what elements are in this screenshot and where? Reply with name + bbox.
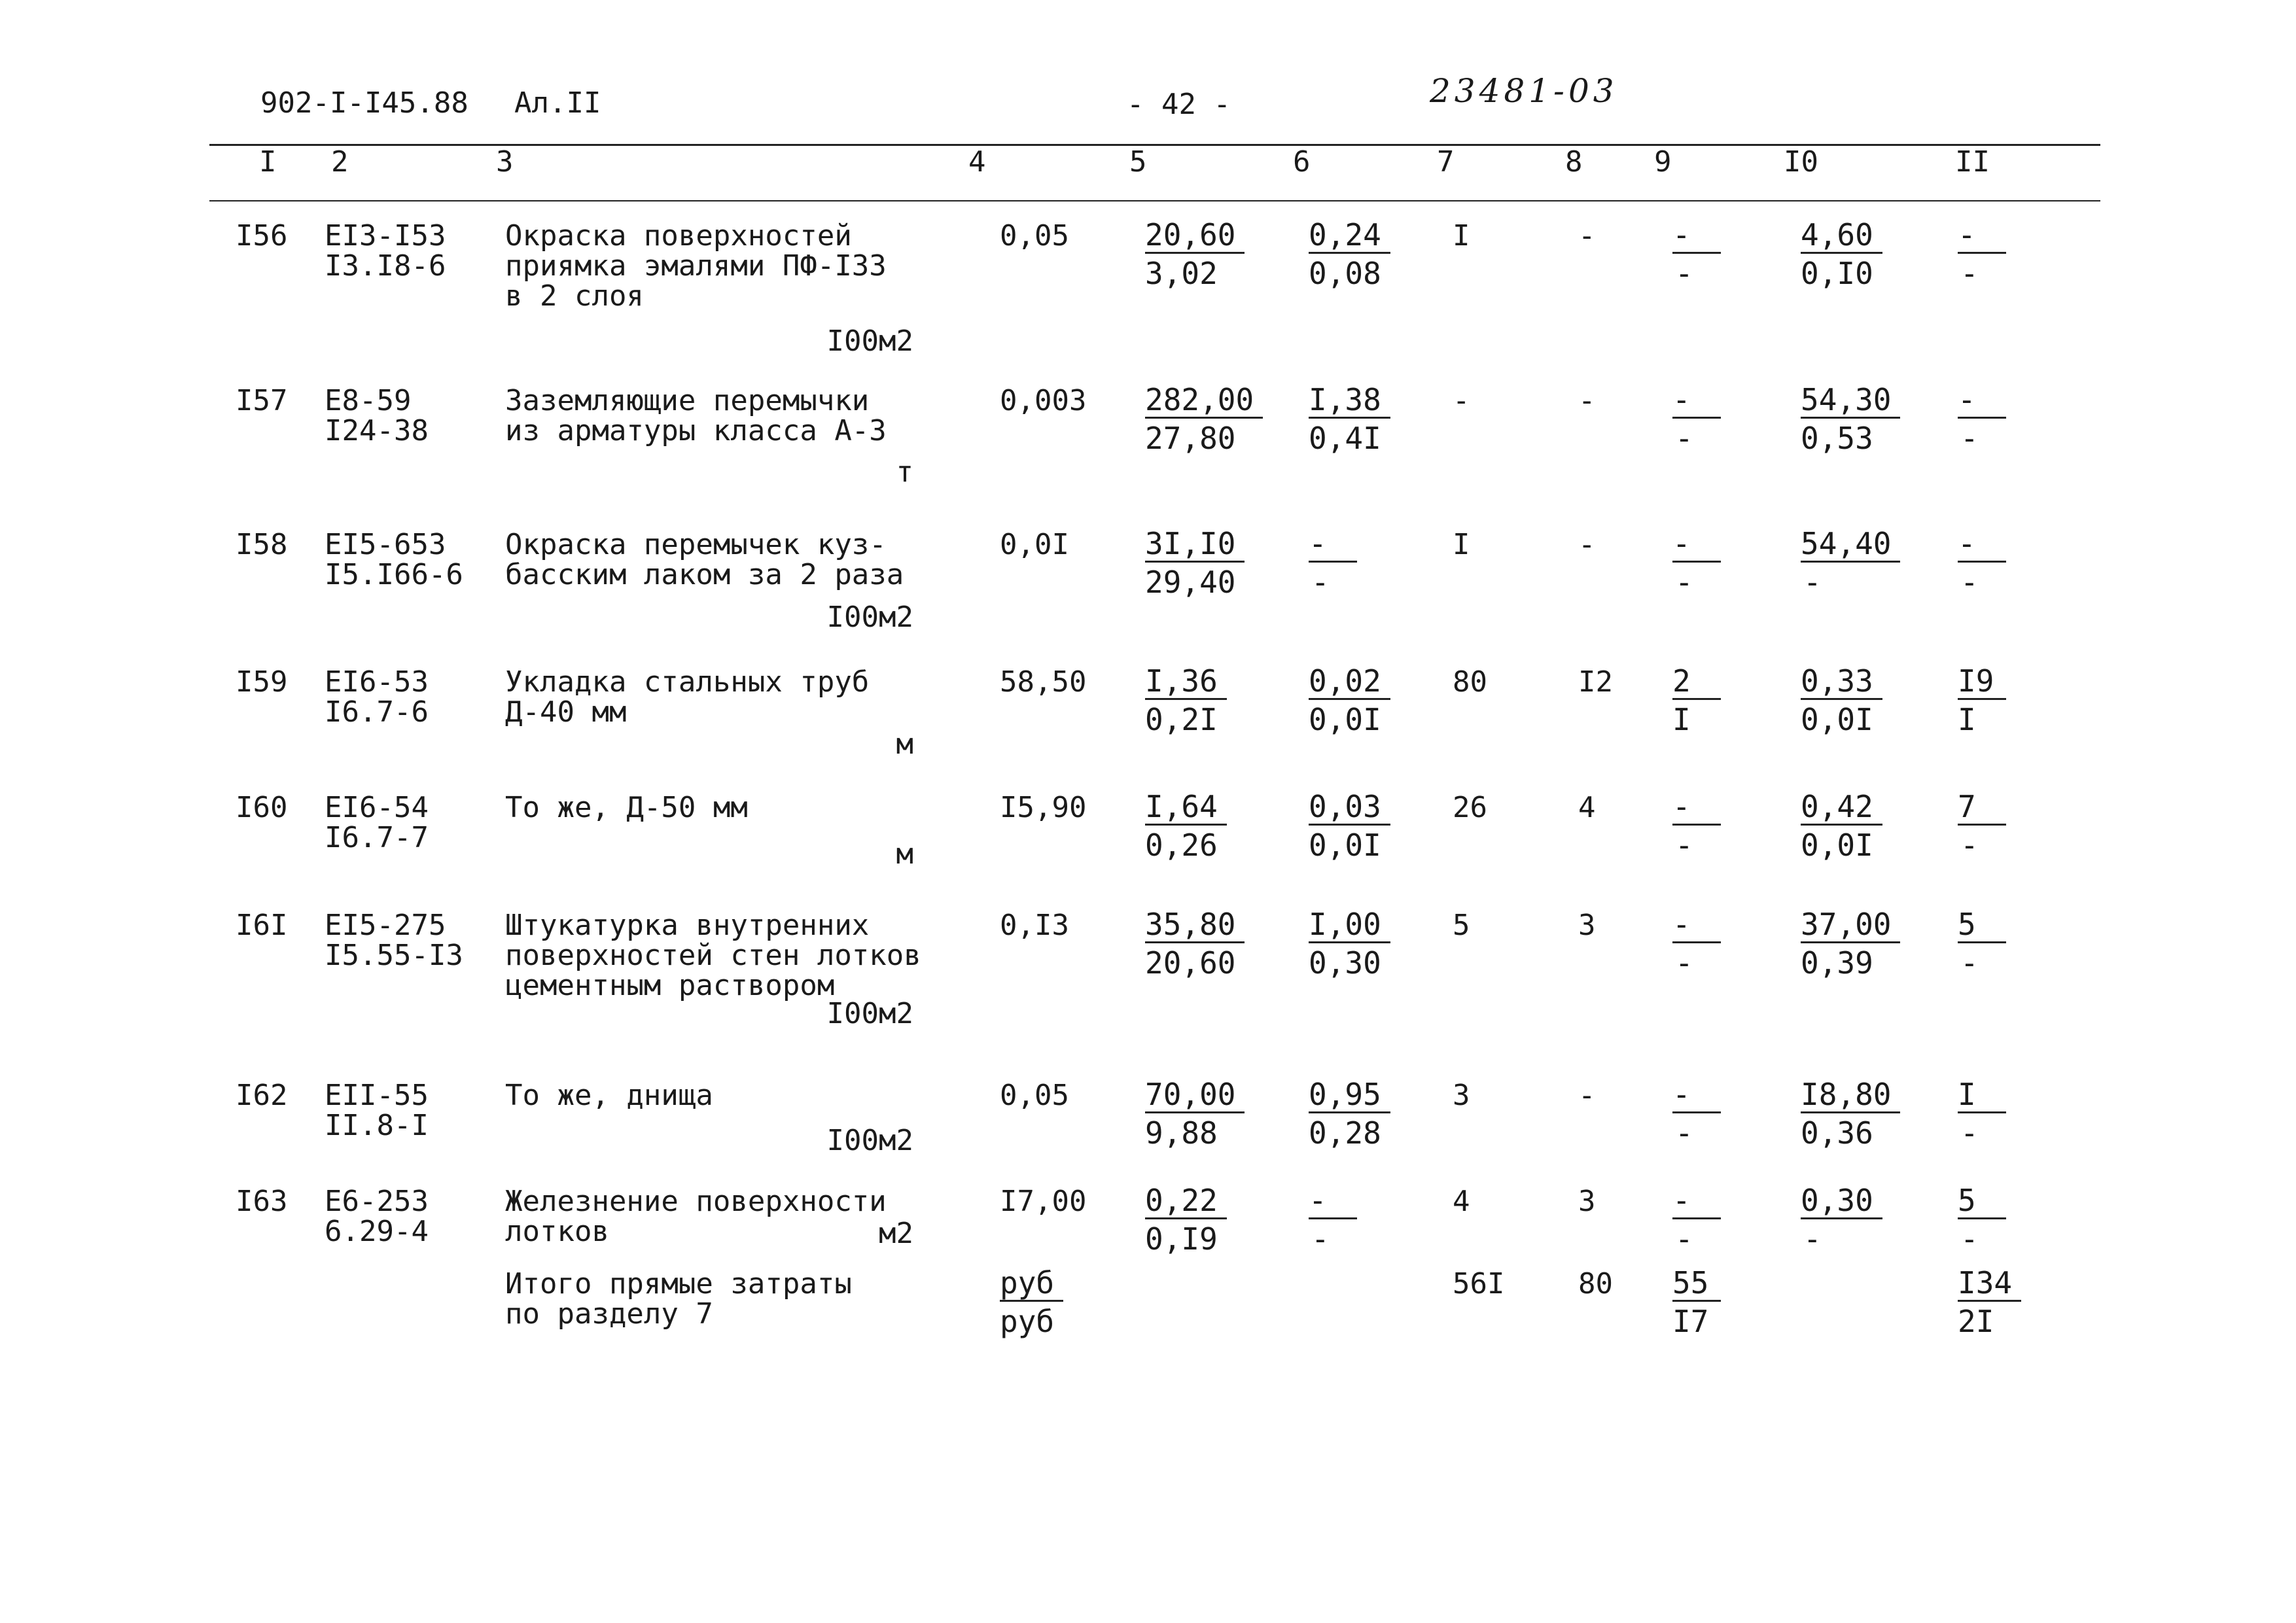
column-11-denominator: - <box>1960 1221 1979 1257</box>
column-9-denominator: - <box>1675 1115 1693 1151</box>
column-11-numerator: 7 <box>1958 790 2006 826</box>
work-description-line: приямка эмалями ПФ-I33 <box>505 249 887 283</box>
unit-of-measure: м <box>896 837 913 871</box>
unit-cost-denominator: 20,60 <box>1145 945 1236 981</box>
column-11-denominator: - <box>1960 565 1979 600</box>
quantity: I7,00 <box>1000 1185 1087 1218</box>
column-9-numerator: - <box>1672 383 1721 419</box>
total-column-8: 80 <box>1578 1267 1613 1300</box>
machine-cost-numerator: I,38 <box>1309 383 1390 419</box>
work-description-line: Окраска поверхностей <box>505 219 852 253</box>
quantity: 0,I3 <box>1000 909 1069 942</box>
machine-cost-denominator: 0,28 <box>1309 1115 1381 1151</box>
column-11-denominator: I <box>1958 702 1976 737</box>
column-number: 4 <box>968 145 986 179</box>
column-11-value <box>1958 526 2006 600</box>
column-8-value: - <box>1578 528 1596 561</box>
column-11-value <box>1958 663 2006 737</box>
column-10-value <box>1801 1183 1882 1257</box>
column-10-numerator: 0,33 <box>1801 664 1882 700</box>
rate-code: E6-253 <box>325 1185 429 1218</box>
column-9-denominator: - <box>1675 565 1693 600</box>
row-number: I56 <box>236 219 288 253</box>
column-11-value <box>1958 1077 2006 1151</box>
unit-cost-denominator: 0,2I <box>1145 702 1218 737</box>
column-11-value <box>1958 382 2006 456</box>
column-10-value <box>1801 1077 1900 1151</box>
column-number: 6 <box>1293 145 1311 179</box>
column-10-denominator: - <box>1803 1221 1822 1257</box>
column-9-numerator: - <box>1672 790 1721 826</box>
machine-cost-value <box>1309 789 1390 863</box>
column-10-denominator: 0,53 <box>1801 421 1873 456</box>
column-8-value: I2 <box>1578 665 1613 699</box>
handwritten-inventory-number: 23481-03 <box>1430 72 1618 110</box>
total-description-line: по разделу 7 <box>505 1297 713 1331</box>
machine-cost-numerator: I,00 <box>1309 907 1390 943</box>
machine-cost-value <box>1309 382 1390 456</box>
column-8-value: 3 <box>1578 1185 1596 1218</box>
column-9-value <box>1672 907 1721 981</box>
machine-cost-denominator: 0,0I <box>1309 702 1381 737</box>
table-header-rule <box>209 200 2100 201</box>
unit-cost-value <box>1145 663 1227 737</box>
unit-of-measure: I00м2 <box>826 324 913 358</box>
total-column-7: 56I <box>1453 1267 1505 1300</box>
column-10-numerator: 54,40 <box>1801 527 1900 563</box>
column-11-denominator: - <box>1960 945 1979 981</box>
work-description-line: в 2 слоя <box>505 279 644 313</box>
column-number: 5 <box>1129 145 1147 179</box>
quantity: I5,90 <box>1000 791 1087 824</box>
column-11-denominator: - <box>1960 828 1979 863</box>
work-description-line: То же, днища <box>505 1079 713 1112</box>
machine-cost-denominator: - <box>1311 565 1330 600</box>
column-10-value <box>1801 789 1882 863</box>
column-number: I0 <box>1784 145 1818 179</box>
column-9-value <box>1672 789 1721 863</box>
column-10-numerator: 37,00 <box>1801 907 1900 943</box>
column-9-value <box>1672 1183 1721 1257</box>
machine-cost-numerator: - <box>1309 527 1357 563</box>
column-7-value: - <box>1453 384 1470 417</box>
machine-cost-numerator: 0,95 <box>1309 1077 1390 1113</box>
currency-numerator: руб <box>1000 1266 1063 1302</box>
column-9-value <box>1672 663 1721 737</box>
column-9-denominator: I <box>1672 702 1691 737</box>
unit-cost-value <box>1145 217 1245 291</box>
column-11-value <box>1958 789 2006 863</box>
unit-cost-numerator: 0,22 <box>1145 1183 1227 1219</box>
column-11-value <box>1958 217 2006 291</box>
machine-cost-numerator: - <box>1309 1183 1357 1219</box>
column-10-numerator: 4,60 <box>1801 218 1882 254</box>
rate-subcode: 6.29-4 <box>325 1215 429 1248</box>
work-description-line: поверхностей стен лотков <box>505 939 921 972</box>
currency-denominator: руб <box>1000 1304 1055 1339</box>
column-7-value: I <box>1453 528 1470 561</box>
unit-cost-denominator: 9,88 <box>1145 1115 1218 1151</box>
machine-cost-denominator: 0,30 <box>1309 945 1381 981</box>
unit-cost-denominator: 27,80 <box>1145 421 1236 456</box>
machine-cost-value <box>1309 526 1357 600</box>
column-10-denominator: 0,I0 <box>1801 256 1873 291</box>
column-9-value <box>1672 217 1721 291</box>
column-10-value <box>1801 526 1900 600</box>
column-10-value <box>1801 907 1900 981</box>
page-number: - 42 - <box>1127 88 1231 121</box>
unit-cost-numerator: 282,00 <box>1145 383 1263 419</box>
quantity: 58,50 <box>1000 665 1087 699</box>
column-9-numerator: - <box>1672 1077 1721 1113</box>
rate-subcode: II.8-I <box>325 1109 429 1142</box>
unit-cost-denominator: 29,40 <box>1145 565 1236 600</box>
machine-cost-value <box>1309 1077 1390 1151</box>
quantity: 0,05 <box>1000 219 1069 253</box>
machine-cost-denominator: 0,0I <box>1309 828 1381 863</box>
total-column-9-value <box>1672 1265 1721 1339</box>
column-11-denominator: - <box>1960 256 1979 291</box>
machine-cost-denominator: - <box>1311 1221 1330 1257</box>
column-8-value: 4 <box>1578 791 1596 824</box>
column-9-value <box>1672 526 1721 600</box>
work-description-line: Штукатурка внутренних <box>505 909 870 942</box>
rate-subcode: I6.7-7 <box>325 821 429 854</box>
quantity: 0,05 <box>1000 1079 1069 1112</box>
rate-code: EII-55 <box>325 1079 429 1112</box>
rate-code: EI6-53 <box>325 665 429 699</box>
column-9-value <box>1672 1077 1721 1151</box>
column-9-numerator: 2 <box>1672 664 1721 700</box>
column-11-denominator: - <box>1960 421 1979 456</box>
column-7-value: 26 <box>1453 791 1487 824</box>
unit-of-measure: I00м2 <box>826 1124 913 1157</box>
column-7-value: I <box>1453 219 1470 253</box>
unit-cost-value <box>1145 526 1245 600</box>
column-8-value: - <box>1578 1079 1596 1112</box>
row-number: I57 <box>236 384 288 417</box>
rate-code: EI6-54 <box>325 791 429 824</box>
column-10-value <box>1801 663 1882 737</box>
column-11-denominator: - <box>1960 1115 1979 1151</box>
rate-subcode: I3.I8-6 <box>325 249 446 283</box>
rate-subcode: I5.I66-6 <box>325 558 463 591</box>
machine-cost-numerator: 0,02 <box>1309 664 1390 700</box>
total-column-11-numerator: I34 <box>1958 1266 2021 1302</box>
column-8-value: - <box>1578 384 1596 417</box>
column-9-denominator: - <box>1675 421 1693 456</box>
column-9-value <box>1672 382 1721 456</box>
work-description-line: из арматуры класса А-3 <box>505 414 887 447</box>
unit-cost-value <box>1145 789 1227 863</box>
column-8-value: 3 <box>1578 909 1596 942</box>
unit-cost-denominator: 0,I9 <box>1145 1221 1218 1257</box>
row-number: I59 <box>236 665 288 699</box>
column-number: II <box>1955 145 1990 179</box>
machine-cost-value <box>1309 663 1390 737</box>
machine-cost-denominator: 0,08 <box>1309 256 1381 291</box>
column-11-value <box>1958 1183 2006 1257</box>
column-11-numerator: I <box>1958 1077 2006 1113</box>
rate-subcode: I5.55-I3 <box>325 939 463 972</box>
row-number: I60 <box>236 791 288 824</box>
column-9-denominator: - <box>1675 256 1693 291</box>
column-10-denominator: 0,0I <box>1801 702 1873 737</box>
total-column-11-denominator: 2I <box>1958 1304 1994 1339</box>
machine-cost-numerator: 0,03 <box>1309 790 1390 826</box>
column-10-value <box>1801 382 1900 456</box>
work-description-line: Заземляющие перемычки <box>505 384 870 417</box>
unit-cost-numerator: 70,00 <box>1145 1077 1245 1113</box>
column-number: I <box>259 145 277 179</box>
column-10-numerator: 54,30 <box>1801 383 1900 419</box>
unit-of-measure: I00м2 <box>826 997 913 1030</box>
column-10-denominator: 0,0I <box>1801 828 1873 863</box>
total-column-11-value <box>1958 1265 2021 1339</box>
column-9-numerator: - <box>1672 218 1721 254</box>
row-number: I62 <box>236 1079 288 1112</box>
column-11-numerator: - <box>1958 527 2006 563</box>
column-9-denominator: - <box>1675 1221 1693 1257</box>
work-description-line: цементным раствором <box>505 969 835 1002</box>
column-10-denominator: 0,36 <box>1801 1115 1873 1151</box>
machine-cost-numerator: 0,24 <box>1309 218 1390 254</box>
column-11-numerator: - <box>1958 218 2006 254</box>
quantity: 0,0I <box>1000 528 1069 561</box>
unit-of-measure: т <box>896 455 913 489</box>
column-10-denominator: - <box>1803 565 1822 600</box>
column-7-value: 80 <box>1453 665 1487 699</box>
work-description-line: басским лаком за 2 раза <box>505 558 904 591</box>
unit-cost-denominator: 3,02 <box>1145 256 1218 291</box>
column-9-numerator: - <box>1672 907 1721 943</box>
column-11-numerator: I9 <box>1958 664 2006 700</box>
total-column-9-numerator: 55 <box>1672 1266 1721 1302</box>
total-column-9-denominator: I7 <box>1672 1304 1709 1339</box>
total-description-line: Итого прямые затраты <box>505 1267 852 1300</box>
album-number: Ал.II <box>514 86 601 120</box>
machine-cost-value <box>1309 217 1390 291</box>
column-10-value <box>1801 217 1882 291</box>
quantity: 0,003 <box>1000 384 1087 417</box>
work-description-line: То же, Д-50 мм <box>505 791 748 824</box>
column-7-value: 5 <box>1453 909 1470 942</box>
unit-cost-denominator: 0,26 <box>1145 828 1218 863</box>
work-description-line: Д-40 мм <box>505 695 627 729</box>
rate-code: EI5-653 <box>325 528 446 561</box>
column-number: 7 <box>1437 145 1455 179</box>
column-11-numerator: 5 <box>1958 1183 2006 1219</box>
row-number: I6I <box>236 909 288 942</box>
unit-of-measure: м2 <box>879 1217 913 1250</box>
unit-cost-numerator: 3I,I0 <box>1145 527 1245 563</box>
row-number: I58 <box>236 528 288 561</box>
work-description-line: лотков <box>505 1215 609 1248</box>
unit-cost-numerator: 20,60 <box>1145 218 1245 254</box>
total-currency <box>1000 1265 1063 1339</box>
column-7-value: 3 <box>1453 1079 1470 1112</box>
rate-code: EI5-275 <box>325 909 446 942</box>
machine-cost-value <box>1309 907 1390 981</box>
column-number: 3 <box>496 145 514 179</box>
unit-of-measure: I00м2 <box>826 601 913 634</box>
column-number: 9 <box>1654 145 1672 179</box>
unit-cost-value <box>1145 907 1245 981</box>
machine-cost-denominator: 0,4I <box>1309 421 1381 456</box>
row-number: I63 <box>236 1185 288 1218</box>
machine-cost-value <box>1309 1183 1357 1257</box>
column-8-value: - <box>1578 219 1596 253</box>
column-10-numerator: 0,42 <box>1801 790 1882 826</box>
work-description-line: Укладка стальных труб <box>505 665 870 699</box>
unit-cost-value <box>1145 382 1263 456</box>
unit-cost-numerator: I,36 <box>1145 664 1227 700</box>
rate-code: E8-59 <box>325 384 412 417</box>
column-11-numerator: - <box>1958 383 2006 419</box>
unit-cost-numerator: I,64 <box>1145 790 1227 826</box>
unit-cost-value <box>1145 1183 1227 1257</box>
column-number: 8 <box>1565 145 1583 179</box>
column-11-value <box>1958 907 2006 981</box>
column-9-denominator: - <box>1675 945 1693 981</box>
column-9-numerator: - <box>1672 527 1721 563</box>
column-10-numerator: 0,30 <box>1801 1183 1882 1219</box>
rate-code: EI3-I53 <box>325 219 446 253</box>
column-10-denominator: 0,39 <box>1801 945 1873 981</box>
column-9-denominator: - <box>1675 828 1693 863</box>
unit-cost-numerator: 35,80 <box>1145 907 1245 943</box>
column-number: 2 <box>331 145 349 179</box>
unit-cost-value <box>1145 1077 1245 1151</box>
column-7-value: 4 <box>1453 1185 1470 1218</box>
work-description-line: Окраска перемычек куз- <box>505 528 887 561</box>
document-code: 902-I-I45.88 <box>260 86 468 120</box>
column-10-numerator: I8,80 <box>1801 1077 1900 1113</box>
unit-of-measure: м <box>896 727 913 761</box>
rate-subcode: I6.7-6 <box>325 695 429 729</box>
rate-subcode: I24-38 <box>325 414 429 447</box>
column-11-numerator: 5 <box>1958 907 2006 943</box>
work-description-line: Железнение поверхности <box>505 1185 887 1218</box>
column-9-numerator: - <box>1672 1183 1721 1219</box>
